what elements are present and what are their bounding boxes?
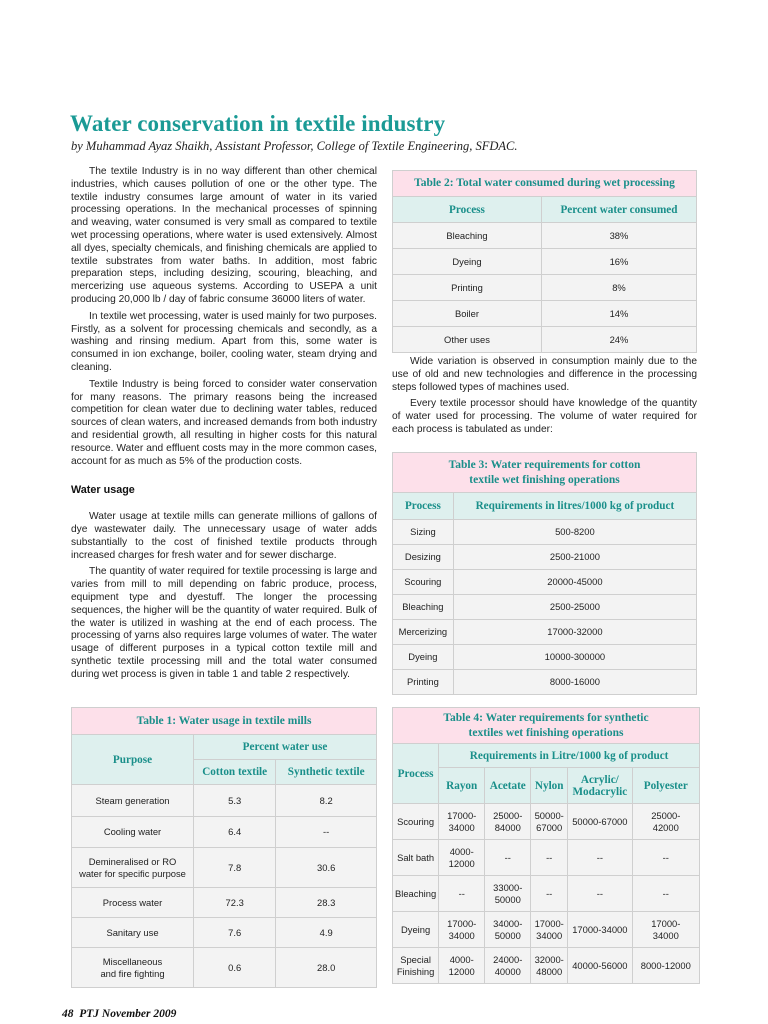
table-3 [392,452,697,695]
cell-line: 17000- [651,917,681,929]
table-cell: -- [276,817,377,848]
cell-line: 4000- [449,845,474,857]
table-2-header-process: Process [393,197,542,223]
table-4-header-acrylic [568,768,632,804]
table-4-header-nylon: Nylon [531,768,568,804]
table-cell: Printing [393,275,542,301]
table-3-caption-line: Table 3: Water requirements for cotton [448,458,641,471]
table-4-header-process: Process [393,744,439,804]
table-row [393,840,700,876]
table-row [393,595,697,620]
table-cell [632,948,699,984]
table-row [393,645,697,670]
cell-line: 32000- [534,953,564,965]
table-cell: Sizing [393,520,454,545]
table-cell: Boiler [393,301,542,327]
cell-line: 34000- [493,917,523,929]
table-3-header-process: Process [393,493,454,520]
cell-line: -- [504,851,511,863]
table-cell [568,876,632,912]
body-paragraph: Textile Industry is being forced to consider water conservation for many reasons. The primary reasons being the increased competition for clean water due to declining water tables, reduced sources of clean waters, and increased demands from both industry and residential growth, all resulting in higher costs for this natural resource. Water and effluent costs may in the more common cases, account for as much as 5% of the production costs. [71,378,377,467]
table-row [393,301,697,327]
table-cell: 17000-32000 [453,620,696,645]
table-cell [531,948,568,984]
table-cell: 20000-45000 [453,570,696,595]
table-cell: Cooling water [72,817,194,848]
journal-issue: PTJ November 2009 [79,1008,177,1020]
table-cell [485,840,531,876]
table-4-header-polyester: Polyester [632,768,699,804]
table-row [393,620,697,645]
cell-line: -- [596,887,603,899]
table-cell: Dyeing [393,912,439,948]
cell-line: 42000 [652,821,679,833]
table-cell [632,912,699,948]
table-row [72,848,377,888]
table-cell: 28.3 [276,888,377,918]
table-row [393,912,700,948]
body-paragraph: In textile wet processing, water is used mainly for two purposes. Firstly, as a solvent for processing chemicals and secondly, as a washing and rinsing medium. Apart from this, some water is consumed in ion exchange, boiler, cooling water, steam drying and cleaning. [71,310,377,373]
table-row [393,570,697,595]
table-cell [531,840,568,876]
table-row [72,785,377,817]
table-4-caption-line: Table 4: Water requirements for synthetic [443,711,649,724]
table-row [393,804,700,840]
table-cell: 500-8200 [453,520,696,545]
cell-line: 17000- [447,917,477,929]
table-row [72,918,377,948]
table-1 [71,707,377,988]
body-paragraph: The textile Industry is in no way different than other chemical industries, which causes pollution of one or the other type. The textile industry consumes large amount of water in its varied processing operations. In the mechanical processes of spinning and weaving, water consumed is very small as compared to textile wet processing operations, where water is used extensively. Almost all dyes, specialty chemicals, and finishing chemicals are applied to textile substrates from water baths. In addition, most fabric preparation steps, including desizing, scouring, bleaching, and mercerizing use aqueous systems. According to USEPA a unit producing 20,000 lb / day of fabric consume 36000 liters of water. [71,166,377,305]
table-cell [568,804,632,840]
table-cell: 72.3 [194,888,276,918]
table-cell [568,912,632,948]
cell-line: 17000-34000 [572,923,628,935]
table-row [393,948,700,984]
table-1-header-purpose: Purpose [72,735,194,785]
cell-line: 48000 [536,965,563,977]
table-cell: Bleaching [393,223,542,249]
table-2-caption: Table 2: Total water consumed during wet processing [393,171,697,197]
table-cell: 7.6 [194,918,276,948]
table-cell [439,804,485,840]
table-cell: Dyeing [393,249,542,275]
right-text-column [392,356,697,441]
table-row [393,249,697,275]
table-4-caption [393,708,700,744]
table-cell: 38% [541,223,696,249]
cell-line: Finishing [396,965,435,977]
cell-line: 34000 [448,821,475,833]
table-cell: Bleaching [393,876,439,912]
table-row [393,545,697,570]
table-cell: 5.3 [194,785,276,817]
table-1-caption: Table 1: Water usage in textile mills [72,708,377,735]
table-cell [632,804,699,840]
table-cell: Bleaching [393,595,454,620]
table-cell [632,840,699,876]
cell-line: 50000 [494,893,521,905]
table-cell [485,876,531,912]
table-cell: Mercerizing [393,620,454,645]
table-cell [568,948,632,984]
table-1-header-synthetic: Synthetic textile [276,760,377,785]
table-cell: 10000-300000 [453,645,696,670]
cell-line: water for specific purpose [79,867,186,879]
table-cell: Dyeing [393,645,454,670]
table-cell: 2500-21000 [453,545,696,570]
table-cell [531,876,568,912]
table-cell [485,804,531,840]
table-cell [632,876,699,912]
cell-line: 25000- [493,809,523,821]
table-2-header-percent: Percent water consumed [541,197,696,223]
cell-line: -- [662,851,669,863]
table-cell: 14% [541,301,696,327]
table-4-caption-line: textiles wet finishing operations [468,726,624,739]
table-cell: 8000-16000 [453,670,696,695]
cell-line: 24000- [493,953,523,965]
article-byline: by Muhammad Ayaz Shaikh, Assistant Professor, College of Textile Engineering, SFDAC. [71,139,518,153]
section-heading-water-usage: Water usage [71,484,135,497]
table-row [72,948,377,988]
cell-line: -- [596,851,603,863]
table-3-header-requirements: Requirements in litres/1000 kg of product [453,493,696,520]
table-cell: 30.6 [276,848,377,888]
cell-line: 34000 [652,929,679,941]
body-paragraph: Water usage at textile mills can generate millions of gallons of dye wastewater daily. The unnecessary usage of water adds substantially to the cost of finished textile products through increased charges for fresh water and for sewer discharge. [71,511,377,561]
table-4-header-acetate: Acetate [485,768,531,804]
table-cell [531,804,568,840]
table-cell: Sanitary use [72,918,194,948]
table-3-caption [393,453,697,493]
table-cell: 16% [541,249,696,275]
cell-line: and fire fighting [100,967,165,979]
cell-line: -- [546,887,553,899]
cell-line: 4000- [449,953,474,965]
cell-line: -- [662,887,669,899]
table-cell [439,912,485,948]
cell-line: 84000 [494,821,521,833]
cell-line: 67000 [536,821,563,833]
table-cell [439,840,485,876]
cell-line: 50000 [494,929,521,941]
body-paragraph: Wide variation is observed in consumption mainly due to the use of old and new technologies and difference in the processing steps followed types of machines used. [392,356,697,393]
cell-line: 17000- [534,917,564,929]
cell-line: 50000- [534,809,564,821]
cell-line: 34000 [536,929,563,941]
table-cell: Scouring [393,804,439,840]
table-cell: Steam generation [72,785,194,817]
cell-line: 8000-12000 [640,959,691,971]
cell-line: 40000-56000 [572,959,628,971]
table-4-header-rayon: Rayon [439,768,485,804]
table-cell: 8% [541,275,696,301]
table-row [393,327,697,353]
table-cell: Process water [72,888,194,918]
cell-line: 33000- [493,881,523,893]
table-row [393,223,697,249]
table-row [393,876,700,912]
table-cell: 24% [541,327,696,353]
cell-line: 12000 [448,857,475,869]
cell-line: 34000 [448,929,475,941]
table-cell [531,912,568,948]
cell-line: 40000 [494,965,521,977]
table-cell [393,948,439,984]
article-title: Water conservation in textile industry [70,111,446,136]
table-cell [439,948,485,984]
header-line: Acrylic/ [580,773,619,786]
table-cell: 6.4 [194,817,276,848]
header-line: Modacrylic [572,785,628,798]
table-1-header-cotton: Cotton textile [194,760,276,785]
table-cell [439,876,485,912]
cell-line: 25000- [651,809,681,821]
table-cell: 28.0 [276,948,377,988]
left-text-column [71,166,377,685]
page-number: 48 [62,1008,74,1020]
table-2 [392,170,697,353]
table-row [393,520,697,545]
cell-line: 17000- [447,809,477,821]
table-cell [568,840,632,876]
table-cell [72,848,194,888]
table-row [393,670,697,695]
table-cell: 8.2 [276,785,377,817]
table-cell: Desizing [393,545,454,570]
cell-line: Miscellaneous [102,955,163,967]
table-4 [392,707,700,984]
cell-line: 12000 [448,965,475,977]
cell-line: Demineralised or RO [88,855,177,867]
table-cell: Salt bath [393,840,439,876]
body-paragraph: The quantity of water required for textile processing is large and varies from mill to mill depending on fabric produce, process, equipment type and dyestuff. The longer the processing sequences, the higher will be the quantity of water required. Bulk of the water is utilized in washing at the end of each process. The processing of yarns also requires large volumes of water. The water usage of different purposes in a typical cotton textile mill and synthetic textile processing mill and the total water consumed during wet process is given in table 1 and table 2 respectively. [71,566,377,680]
table-cell: 0.6 [194,948,276,988]
table-row [72,817,377,848]
table-cell: Other uses [393,327,542,353]
table-cell: Printing [393,670,454,695]
cell-line: -- [458,887,465,899]
cell-line: Special [400,953,431,965]
body-paragraph: Every textile processor should have knowledge of the quantity of water used for processing. The volume of water required for each process is tabulated as under: [392,398,697,435]
table-cell [72,948,194,988]
table-row [72,888,377,918]
table-cell [485,948,531,984]
table-cell: Scouring [393,570,454,595]
table-cell: 7.8 [194,848,276,888]
table-cell: 4.9 [276,918,377,948]
table-cell [485,912,531,948]
table-row [393,275,697,301]
table-4-header-requirements: Requirements in Litre/1000 kg of product [439,744,700,768]
cell-line: 50000-67000 [572,815,628,827]
cell-line: -- [546,851,553,863]
table-3-caption-line: textile wet finishing operations [469,473,620,486]
table-cell: 2500-25000 [453,595,696,620]
page-footer [62,1008,176,1020]
table-1-header-percent: Percent water use [194,735,377,760]
